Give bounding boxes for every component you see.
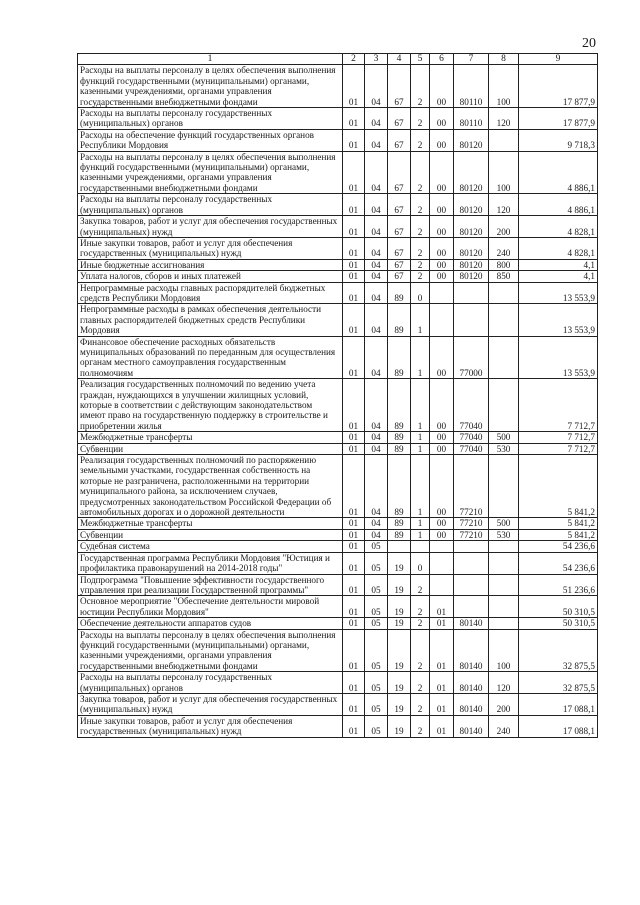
- section-code: 01: [343, 629, 365, 672]
- direction-code: [454, 596, 489, 618]
- table-row: [78, 432, 598, 443]
- expense-type-code: [489, 541, 519, 552]
- program-code: 19: [388, 596, 411, 618]
- table-row: [78, 304, 598, 336]
- row-name: Непрограммные расходы главных распорядителей бюджетных средств Республики Мордовия: [78, 282, 343, 304]
- subsection-code: 05: [365, 715, 388, 737]
- amount: 17 877,9: [519, 65, 598, 108]
- section-code: 01: [343, 259, 365, 270]
- program-code: 89: [388, 304, 411, 336]
- program-code: 67: [388, 129, 411, 151]
- program-code: 19: [388, 618, 411, 629]
- event-code: 00: [430, 443, 454, 454]
- subprogram-code: 2: [411, 574, 430, 596]
- table-row: [78, 65, 598, 108]
- subprogram-code: 1: [411, 336, 430, 379]
- subprogram-code: [411, 541, 430, 552]
- event-code: 00: [430, 529, 454, 540]
- event-code: 01: [430, 618, 454, 629]
- event-code: 00: [430, 194, 454, 216]
- header-row: [78, 54, 598, 65]
- event-code: 00: [430, 271, 454, 282]
- amount: 13 553,9: [519, 304, 598, 336]
- event-code: 00: [430, 65, 454, 108]
- direction-code: 77210: [454, 518, 489, 529]
- event-code: 01: [430, 715, 454, 737]
- subsection-code: 04: [365, 65, 388, 108]
- expense-type-code: [489, 574, 519, 596]
- direction-code: 77000: [454, 336, 489, 379]
- direction-code: 77210: [454, 529, 489, 540]
- row-name: Расходы на выплаты персоналу в целях обеспечения выполнения функций государственными (муниципальными) органами, казенными учреждениями, органами управления государственными внебюджетными фондами: [78, 65, 343, 108]
- row-name: Судебная система: [78, 541, 343, 552]
- direction-code: 80120: [454, 271, 489, 282]
- header-cell: 6: [430, 54, 454, 65]
- expense-type-code: 800: [489, 259, 519, 270]
- section-code: 01: [343, 151, 365, 194]
- subsection-code: 04: [365, 129, 388, 151]
- direction-code: 80120: [454, 194, 489, 216]
- row-name: Иные бюджетные ассигнования: [78, 259, 343, 270]
- row-name: Иные закупки товаров, работ и услуг для обеспечения государственных (муниципальных) нужд: [78, 715, 343, 737]
- expense-type-code: [489, 618, 519, 629]
- expense-type-code: [489, 379, 519, 432]
- subsection-code: 05: [365, 629, 388, 672]
- event-code: 00: [430, 432, 454, 443]
- table-row: [78, 715, 598, 737]
- amount: 9 718,3: [519, 129, 598, 151]
- section-code: 01: [343, 271, 365, 282]
- expense-type-code: 850: [489, 271, 519, 282]
- section-code: 01: [343, 237, 365, 259]
- direction-code: 77210: [454, 455, 489, 518]
- direction-code: [454, 282, 489, 304]
- table-row: [78, 336, 598, 379]
- subsection-code: 04: [365, 216, 388, 238]
- row-name: Расходы на обеспечение функций государственных органов Республики Мордовия: [78, 129, 343, 151]
- direction-code: [454, 541, 489, 552]
- subprogram-code: 2: [411, 618, 430, 629]
- amount: 54 236,6: [519, 552, 598, 574]
- subsection-code: 04: [365, 379, 388, 432]
- row-name: Обеспечение деятельности аппаратов судов: [78, 618, 343, 629]
- table-row: [78, 216, 598, 238]
- expense-type-code: [489, 129, 519, 151]
- expense-type-code: 100: [489, 65, 519, 108]
- event-code: 00: [430, 518, 454, 529]
- direction-code: 77040: [454, 443, 489, 454]
- direction-code: 77040: [454, 432, 489, 443]
- event-code: [430, 541, 454, 552]
- section-code: 01: [343, 618, 365, 629]
- table-row: [78, 596, 598, 618]
- program-code: 19: [388, 552, 411, 574]
- subsection-code: 04: [365, 455, 388, 518]
- amount: 32 875,5: [519, 672, 598, 694]
- table-row: [78, 541, 598, 552]
- row-name: Межбюджетные трансферты: [78, 518, 343, 529]
- expense-type-code: [489, 596, 519, 618]
- event-code: 00: [430, 216, 454, 238]
- amount: 13 553,9: [519, 336, 598, 379]
- program-code: 67: [388, 216, 411, 238]
- amount: 50 310,5: [519, 596, 598, 618]
- expense-type-code: [489, 336, 519, 379]
- subprogram-code: 2: [411, 259, 430, 270]
- expense-type-code: [489, 282, 519, 304]
- header-cell: 1: [78, 54, 343, 65]
- row-name: Подпрограмма "Повышение эффективности государственного управления при реализации Государственной программы": [78, 574, 343, 596]
- program-code: 89: [388, 529, 411, 540]
- amount: 17 088,1: [519, 715, 598, 737]
- row-name: Основное мероприятие "Обеспечение деятельности мировой юстиции Республики Мордовия": [78, 596, 343, 618]
- subsection-code: 04: [365, 529, 388, 540]
- subprogram-code: 2: [411, 194, 430, 216]
- program-code: 19: [388, 715, 411, 737]
- subsection-code: 05: [365, 672, 388, 694]
- subprogram-code: 2: [411, 216, 430, 238]
- expense-type-code: 120: [489, 672, 519, 694]
- row-name: Государственная программа Республики Мордовия "Юстиция и профилактика правонарушений на 2014-2018 годы": [78, 552, 343, 574]
- table-row: [78, 271, 598, 282]
- table-row: [78, 529, 598, 540]
- subsection-code: 04: [365, 443, 388, 454]
- section-code: 01: [343, 518, 365, 529]
- table-row: [78, 574, 598, 596]
- event-code: [430, 304, 454, 336]
- direction-code: [454, 552, 489, 574]
- header-cell: 2: [343, 54, 365, 65]
- row-name: Иные закупки товаров, работ и услуг для обеспечения государственных (муниципальных) нужд: [78, 237, 343, 259]
- expense-type-code: 240: [489, 237, 519, 259]
- amount: 32 875,5: [519, 629, 598, 672]
- subsection-code: 04: [365, 151, 388, 194]
- table-row: [78, 455, 598, 518]
- direction-code: 80140: [454, 693, 489, 715]
- subprogram-code: 2: [411, 65, 430, 108]
- program-code: [388, 541, 411, 552]
- amount: 4 886,1: [519, 194, 598, 216]
- subprogram-code: 2: [411, 596, 430, 618]
- table-row: [78, 693, 598, 715]
- row-name: Уплата налогов, сборов и иных платежей: [78, 271, 343, 282]
- table-row: [78, 443, 598, 454]
- expense-type-code: 100: [489, 629, 519, 672]
- subsection-code: 04: [365, 432, 388, 443]
- subprogram-code: 1: [411, 455, 430, 518]
- expense-type-code: 530: [489, 443, 519, 454]
- expense-type-code: [489, 455, 519, 518]
- subprogram-code: 2: [411, 271, 430, 282]
- section-code: 01: [343, 715, 365, 737]
- expense-type-code: 100: [489, 151, 519, 194]
- amount: 5 841,2: [519, 455, 598, 518]
- row-name: Реализация государственных полномочий по распоряжению земельными участками, государственная собственность на которые не разграничена, расположенными на территории муниципального района, за исключением случаев, предусмотренных законодательством Российской Федерации об автомобильных дорогах и о дорожной деятельности: [78, 455, 343, 518]
- section-code: 01: [343, 65, 365, 108]
- subsection-code: 05: [365, 574, 388, 596]
- row-name: Закупка товаров, работ и услуг для обеспечения государственных (муниципальных) нужд: [78, 216, 343, 238]
- amount: 7 712,7: [519, 432, 598, 443]
- table-row: [78, 151, 598, 194]
- program-code: 67: [388, 194, 411, 216]
- subprogram-code: 2: [411, 693, 430, 715]
- subsection-code: 05: [365, 693, 388, 715]
- section-code: 01: [343, 693, 365, 715]
- section-code: 01: [343, 108, 365, 130]
- section-code: 01: [343, 529, 365, 540]
- subprogram-code: 0: [411, 282, 430, 304]
- amount: 54 236,6: [519, 541, 598, 552]
- header-cell: 8: [489, 54, 519, 65]
- row-name: Субвенции: [78, 529, 343, 540]
- amount: 7 712,7: [519, 443, 598, 454]
- subsection-code: 04: [365, 518, 388, 529]
- table-row: [78, 518, 598, 529]
- event-code: [430, 574, 454, 596]
- subprogram-code: 2: [411, 672, 430, 694]
- section-code: 01: [343, 672, 365, 694]
- table-row: [78, 259, 598, 270]
- row-name: Расходы на выплаты персоналу в целях обеспечения выполнения функций государственными (муниципальными) органами, казенными учреждениями, органами управления государственными внебюджетными фондами: [78, 151, 343, 194]
- subprogram-code: 2: [411, 715, 430, 737]
- header-cell: 9: [519, 54, 598, 65]
- event-code: 00: [430, 259, 454, 270]
- event-code: [430, 552, 454, 574]
- event-code: 00: [430, 129, 454, 151]
- subprogram-code: 1: [411, 443, 430, 454]
- table-row: [78, 237, 598, 259]
- amount: 4,1: [519, 259, 598, 270]
- direction-code: 80140: [454, 715, 489, 737]
- section-code: 01: [343, 455, 365, 518]
- section-code: 01: [343, 379, 365, 432]
- program-code: 89: [388, 336, 411, 379]
- subsection-code: 05: [365, 596, 388, 618]
- section-code: 01: [343, 129, 365, 151]
- direction-code: 80140: [454, 629, 489, 672]
- table-row: [78, 672, 598, 694]
- direction-code: 80140: [454, 618, 489, 629]
- subsection-code: 04: [365, 194, 388, 216]
- table-row: [78, 129, 598, 151]
- row-name: Расходы на выплаты персоналу государственных (муниципальных) органов: [78, 108, 343, 130]
- expense-type-code: 120: [489, 194, 519, 216]
- program-code: 19: [388, 693, 411, 715]
- event-code: 01: [430, 596, 454, 618]
- row-name: Расходы на выплаты персоналу государственных (муниципальных) органов: [78, 672, 343, 694]
- amount: 51 236,6: [519, 574, 598, 596]
- expense-type-code: 200: [489, 693, 519, 715]
- program-code: 89: [388, 379, 411, 432]
- section-code: 01: [343, 541, 365, 552]
- expense-type-code: 500: [489, 518, 519, 529]
- expense-type-code: 240: [489, 715, 519, 737]
- amount: 5 841,2: [519, 529, 598, 540]
- program-code: 67: [388, 271, 411, 282]
- program-code: 89: [388, 432, 411, 443]
- subsection-code: 04: [365, 108, 388, 130]
- section-code: 01: [343, 574, 365, 596]
- expense-type-code: [489, 552, 519, 574]
- table-row: [78, 282, 598, 304]
- event-code: 01: [430, 629, 454, 672]
- row-name: Непрограммные расходы в рамках обеспечения деятельности главных распорядителей бюджетных средств Республики Мордовия: [78, 304, 343, 336]
- subsection-code: 04: [365, 304, 388, 336]
- subsection-code: 05: [365, 552, 388, 574]
- expense-type-code: 120: [489, 108, 519, 130]
- table-row: [78, 552, 598, 574]
- program-code: 67: [388, 108, 411, 130]
- program-code: 89: [388, 455, 411, 518]
- direction-code: 80120: [454, 151, 489, 194]
- row-name: Межбюджетные трансферты: [78, 432, 343, 443]
- expense-type-code: 200: [489, 216, 519, 238]
- section-code: 01: [343, 336, 365, 379]
- section-code: 01: [343, 216, 365, 238]
- subprogram-code: 1: [411, 379, 430, 432]
- table-row: [78, 618, 598, 629]
- amount: 17 088,1: [519, 693, 598, 715]
- section-code: 01: [343, 552, 365, 574]
- subprogram-code: 1: [411, 518, 430, 529]
- section-code: 01: [343, 194, 365, 216]
- direction-code: 80120: [454, 237, 489, 259]
- direction-code: [454, 574, 489, 596]
- amount: 4 828,1: [519, 237, 598, 259]
- header-cell: 7: [454, 54, 489, 65]
- program-code: 89: [388, 282, 411, 304]
- program-code: 19: [388, 629, 411, 672]
- subsection-code: 04: [365, 271, 388, 282]
- direction-code: 80120: [454, 259, 489, 270]
- section-code: 01: [343, 443, 365, 454]
- event-code: 00: [430, 379, 454, 432]
- subsection-code: 04: [365, 282, 388, 304]
- event-code: 00: [430, 237, 454, 259]
- subsection-code: 04: [365, 259, 388, 270]
- event-code: 00: [430, 151, 454, 194]
- subsection-code: 05: [365, 541, 388, 552]
- table-row: [78, 194, 598, 216]
- subprogram-code: 2: [411, 629, 430, 672]
- amount: 4 828,1: [519, 216, 598, 238]
- subsection-code: 04: [365, 336, 388, 379]
- program-code: 67: [388, 65, 411, 108]
- amount: 13 553,9: [519, 282, 598, 304]
- budget-table: [77, 53, 598, 738]
- amount: 4,1: [519, 271, 598, 282]
- subprogram-code: 1: [411, 529, 430, 540]
- program-code: 67: [388, 237, 411, 259]
- table-body: [78, 65, 598, 737]
- direction-code: 80120: [454, 129, 489, 151]
- section-code: 01: [343, 432, 365, 443]
- subprogram-code: 2: [411, 151, 430, 194]
- header-cell: 4: [388, 54, 411, 65]
- program-code: 89: [388, 443, 411, 454]
- row-name: Закупка товаров, работ и услуг для обеспечения государственных (муниципальных) нужд: [78, 693, 343, 715]
- event-code: 00: [430, 336, 454, 379]
- expense-type-code: 500: [489, 432, 519, 443]
- subprogram-code: 2: [411, 108, 430, 130]
- row-name: Финансовое обеспечение расходных обязательств муниципальных образований по переданным для осуществления органам местного самоуправления государственным полномочиям: [78, 336, 343, 379]
- direction-code: 80110: [454, 65, 489, 108]
- direction-code: 80140: [454, 672, 489, 694]
- amount: 5 841,2: [519, 518, 598, 529]
- expense-type-code: [489, 304, 519, 336]
- table-row: [78, 379, 598, 432]
- header-cell: 5: [411, 54, 430, 65]
- program-code: 67: [388, 151, 411, 194]
- event-code: 01: [430, 693, 454, 715]
- row-name: Расходы на выплаты персоналу в целях обеспечения выполнения функций государственными (муниципальными) органами, казенными учреждениями, органами управления государственными внебюджетными фондами: [78, 629, 343, 672]
- direction-code: 80120: [454, 216, 489, 238]
- section-code: 01: [343, 304, 365, 336]
- table-row: [78, 629, 598, 672]
- header-cell: 3: [365, 54, 388, 65]
- direction-code: [454, 304, 489, 336]
- subprogram-code: 2: [411, 129, 430, 151]
- event-code: 00: [430, 455, 454, 518]
- table-row: [78, 108, 598, 130]
- event-code: [430, 282, 454, 304]
- subprogram-code: 1: [411, 304, 430, 336]
- amount: 50 310,5: [519, 618, 598, 629]
- subsection-code: 05: [365, 618, 388, 629]
- program-code: 67: [388, 259, 411, 270]
- program-code: 89: [388, 518, 411, 529]
- subsection-code: 04: [365, 237, 388, 259]
- row-name: Реализация государственных полномочий по ведению учета граждан, нуждающихся в улучшении жилищных условий, которые в соответствии с действующим законодательством имеют право на государственную поддержку в строительстве и приобретении жилья: [78, 379, 343, 432]
- subprogram-code: 1: [411, 432, 430, 443]
- direction-code: 77040: [454, 379, 489, 432]
- program-code: 19: [388, 574, 411, 596]
- event-code: 01: [430, 672, 454, 694]
- subprogram-code: 2: [411, 237, 430, 259]
- amount: 7 712,7: [519, 379, 598, 432]
- section-code: 01: [343, 282, 365, 304]
- amount: 17 877,9: [519, 108, 598, 130]
- section-code: 01: [343, 596, 365, 618]
- direction-code: 80110: [454, 108, 489, 130]
- program-code: 19: [388, 672, 411, 694]
- page-number: 20: [582, 36, 596, 51]
- row-name: Расходы на выплаты персоналу государственных (муниципальных) органов: [78, 194, 343, 216]
- amount: 4 886,1: [519, 151, 598, 194]
- subprogram-code: 0: [411, 552, 430, 574]
- event-code: 00: [430, 108, 454, 130]
- row-name: Субвенции: [78, 443, 343, 454]
- expense-type-code: 530: [489, 529, 519, 540]
